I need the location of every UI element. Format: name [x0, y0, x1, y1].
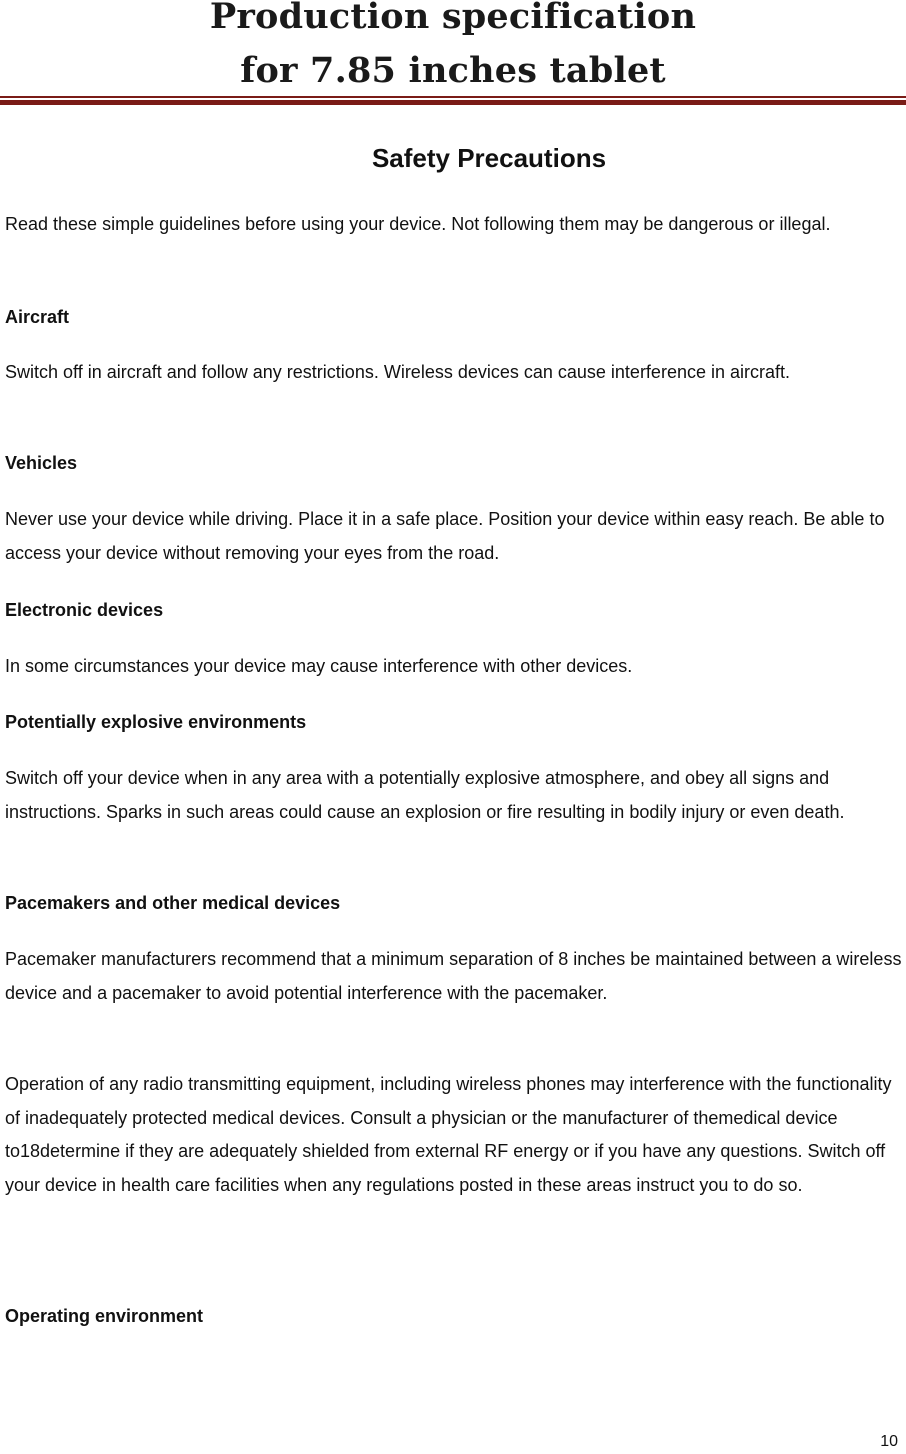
intro-paragraph: Read these simple guidelines before using your device. Not following them may be dangerous or illegal. [5, 214, 831, 234]
subheading-operating-environment: Operating environment [5, 1306, 204, 1326]
subheading-vehicles: Vehicles [5, 453, 78, 473]
subheading-aircraft: Aircraft [5, 307, 70, 327]
document-title-line-1: Production specification [209, 0, 697, 37]
subheading-explosive-environments: Potentially explosive environments [5, 712, 307, 732]
paragraph-radio-equipment: Operation of any radio transmitting equipment, including wireless phones may interference with the functionality of inadequately protected medical devices. Consult a physician or the manufacturer of themedical device to18determine if they are adequately shielded from external RF energy or if you have any questions. Switch off your device in health care facilities when any regulations posted in these areas instruct you to do so. [5, 1074, 892, 1195]
subheading-medical-devices: Pacemakers and other medical devices [5, 893, 341, 913]
header-divider-thin [0, 96, 906, 98]
header-divider-thick [0, 100, 906, 105]
subheading-electronic-devices: Electronic devices [5, 600, 164, 620]
paragraph-pacemakers: Pacemaker manufacturers recommend that a minimum separation of 8 inches be maintained between a wireless device and a pacemaker to avoid potential interference with the pacemaker. [5, 949, 902, 1003]
page-number: 10 [880, 1433, 898, 1450]
paragraph-vehicles: Never use your device while driving. Place it in a safe place. Position your device within easy reach. Be able to access your device without removing your eyes from the road. [5, 509, 885, 563]
paragraph-electronic-devices: In some circumstances your device may cause interference with other devices. [5, 656, 633, 676]
paragraph-explosive-environments: Switch off your device when in any area with a potentially explosive atmosphere, and obey all signs and instructions. Sparks in such areas could cause an explosion or fire resulting in bodily injury or even death. [5, 768, 845, 822]
section-heading: Safety Precautions [371, 143, 607, 173]
document-title-line-2: for 7.85 inches tablet [240, 50, 666, 91]
paragraph-aircraft: Switch off in aircraft and follow any restrictions. Wireless devices can cause interference in aircraft. [5, 362, 790, 382]
